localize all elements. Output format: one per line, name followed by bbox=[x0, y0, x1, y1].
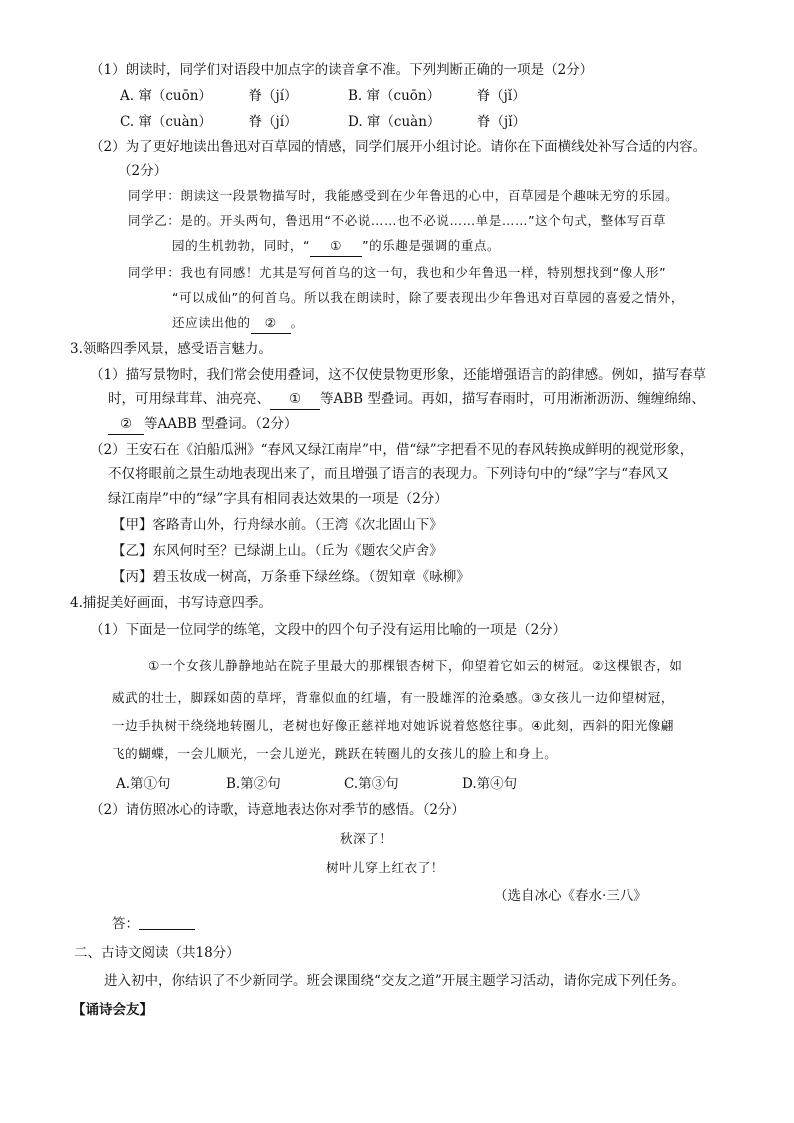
q2-stem-line1: （2）为了更好地读出鲁迅对百草园的情感，同学们展开小组讨论。请你在下面横线处补写合适的内容。 bbox=[90, 139, 707, 155]
s3-p1-line2 bbox=[108, 389, 705, 410]
q1-option-d[interactable] bbox=[348, 112, 526, 132]
blank-s3-1[interactable]: ① bbox=[270, 389, 320, 410]
q1-option-d-part2: 脊（jǐ） bbox=[477, 114, 527, 130]
section-2-title: 二、古诗文阅读（共18分） bbox=[74, 945, 240, 961]
s3-p2-line1: （2）王安石在《泊船瓜洲》“春风又绿江南岸”中，借“绿”字把看不见的春风转换成鲜明的视觉形象， bbox=[90, 442, 694, 458]
answer-blank[interactable] bbox=[139, 915, 195, 930]
s4-option-d[interactable]: D.第④句 bbox=[462, 776, 518, 792]
q2-dialog-line6 bbox=[172, 313, 304, 334]
q1-option-b-part2: 脊（jǐ） bbox=[476, 88, 526, 104]
q1-option-a-part1: A. 窜（cuōn） bbox=[120, 88, 212, 104]
s3-option-yi[interactable]: 【乙】东风何时至？已绿湖上山。（丘为《题农父庐舍》 bbox=[112, 543, 443, 559]
q2-dialog-line6-text-b: 。 bbox=[290, 315, 304, 330]
section-3-title: 3.领略四季风景，感受语言魅力。 bbox=[70, 341, 272, 357]
s3-option-jia[interactable]: 【甲】客路青山外，行舟绿水前。（王湾《次北固山下》 bbox=[112, 517, 443, 533]
q2-dialog-line4: 同学甲：我也有同感！尤其是写何首乌的这一句，我也和少年鲁迅一样，特别想找到“像人形” bbox=[128, 265, 667, 280]
s4-option-a[interactable]: A.第①句 bbox=[116, 776, 171, 792]
q2-dialog-line3-text-a: 园的生机勃勃，同时，“ bbox=[172, 238, 311, 253]
q2-dialog-line6-text-a: 还应读出他的 bbox=[172, 315, 251, 330]
s3-p1-line2-text-a: 时，可用绿茸茸、油亮亮、 bbox=[108, 391, 270, 407]
q1-option-c[interactable] bbox=[120, 112, 298, 132]
answer-label: 答： bbox=[112, 916, 139, 932]
blank-1[interactable]: ① bbox=[310, 236, 362, 257]
s4-para-line4: 飞的蝴蝶，一会儿顺光，一会儿逆光，跳跃在转圈儿的女孩儿的脸上和身上。 bbox=[112, 746, 558, 761]
s4-p1-stem: （1）下面是一位同学的练笔，文段中的四个句子没有运用比喻的一项是（2分） bbox=[90, 622, 567, 638]
s3-option-bing[interactable]: 【丙】碧玉妆成一树高，万条垂下绿丝绦。（贺知章《咏柳》 bbox=[112, 569, 470, 585]
section-4-title: 4.捕捉美好画面，书写诗意四季。 bbox=[70, 595, 272, 611]
poem-source: （选自冰心《春水·三八》 bbox=[494, 888, 647, 904]
poem-line1: 秋深了！ bbox=[340, 831, 393, 846]
s4-p2-stem: （2）请仿照冰心的诗歌，诗意地表达你对季节的感悟。（2分） bbox=[90, 802, 465, 818]
q1-option-c-part2: 脊（jí） bbox=[248, 114, 298, 130]
q2-dialog-line3 bbox=[172, 236, 500, 257]
q2-dialog-line3-text-b: ”的乐趣是强调的重点。 bbox=[362, 238, 501, 253]
q2-stem-line2: （2分） bbox=[118, 163, 168, 179]
q1-option-c-part1: C. 窜（cuàn） bbox=[120, 114, 212, 130]
s4-option-b[interactable]: B.第②句 bbox=[226, 776, 281, 792]
q1-stem: （1）朗读时，同学们对语段中加点字的读音拿不准。下列判断正确的一项是（2分） bbox=[90, 62, 594, 78]
task-label: 【诵诗会友】 bbox=[72, 1002, 153, 1018]
q1-option-b[interactable] bbox=[348, 86, 526, 106]
q1-option-d-part1: D. 窜（cuàn） bbox=[348, 114, 441, 130]
s3-p1-line2-text-b: 等ABB 型叠词。再如，描写春雨时，可用淅淅沥沥、缠缠绵绵、 bbox=[320, 391, 705, 407]
s4-para-line2: 威武的壮士，脚踩如茵的草坪，背靠似血的红墙，有一股雄浑的沧桑感。③女孩儿一边仰望树冠， bbox=[112, 690, 675, 705]
blank-s3-2[interactable]: ② bbox=[108, 414, 144, 435]
s4-para-line1: ①一个女孩儿静静地站在院子里最大的那棵银杏树下，仰望着它如云的树冠。②这棵银杏，如 bbox=[148, 658, 683, 673]
s3-p2-line3: 绿江南岸”中的“绿”字具有相同表达效果的一项是（2分） bbox=[108, 491, 448, 507]
q1-option-a[interactable] bbox=[120, 86, 298, 106]
q2-dialog-line1: 同学甲：朗读这一段景物描写时，我能感受到在少年鲁迅的心中，百草园是个趣味无穷的乐园。 bbox=[128, 188, 679, 203]
q1-option-b-part1: B. 窜（cuōn） bbox=[348, 88, 441, 104]
blank-2[interactable]: ② bbox=[251, 313, 291, 334]
s3-p1-line3-text: 等AABB 型叠词。（2分） bbox=[144, 416, 298, 432]
q2-dialog-line5: “可以成仙”的何首乌。所以我在朗读时，除了要表现出少年鲁迅对百草园的喜爱之情外， bbox=[172, 290, 684, 305]
q2-dialog-line2: 同学乙：是的。开头两句，鲁迅用“不必说……也不必说……单是……”这个句式，整体写百草 bbox=[128, 213, 667, 228]
s4-option-c[interactable]: C.第③句 bbox=[344, 776, 399, 792]
s3-p2-line2: 不仅将眼前之景生动地表现出来了，而且增强了语言的表现力。下列诗句中的“绿”字与“春风又 bbox=[108, 466, 669, 482]
q1-option-a-part2: 脊（jí） bbox=[248, 88, 298, 104]
s3-p1-line3 bbox=[108, 414, 297, 435]
poem-line2: 树叶儿穿上红衣了！ bbox=[326, 860, 444, 875]
s4-para-line3: 一边手执树干绕绕地转圈儿，老树也好像正慈祥地对她诉说着悠悠往事。④此刻，西斜的阳光像翩 bbox=[112, 718, 675, 733]
s3-p1-line1: （1）描写景物时，我们常会使用叠词，这不仅使景物更形象，还能增强语言的韵律感。例如，描写春草 bbox=[90, 367, 707, 383]
section-2-intro: 进入初中，你结识了不少新同学。班会课围绕“交友之道”开展主题学习活动，请你完成下列任务。 bbox=[104, 973, 685, 989]
answer-row bbox=[112, 914, 195, 934]
